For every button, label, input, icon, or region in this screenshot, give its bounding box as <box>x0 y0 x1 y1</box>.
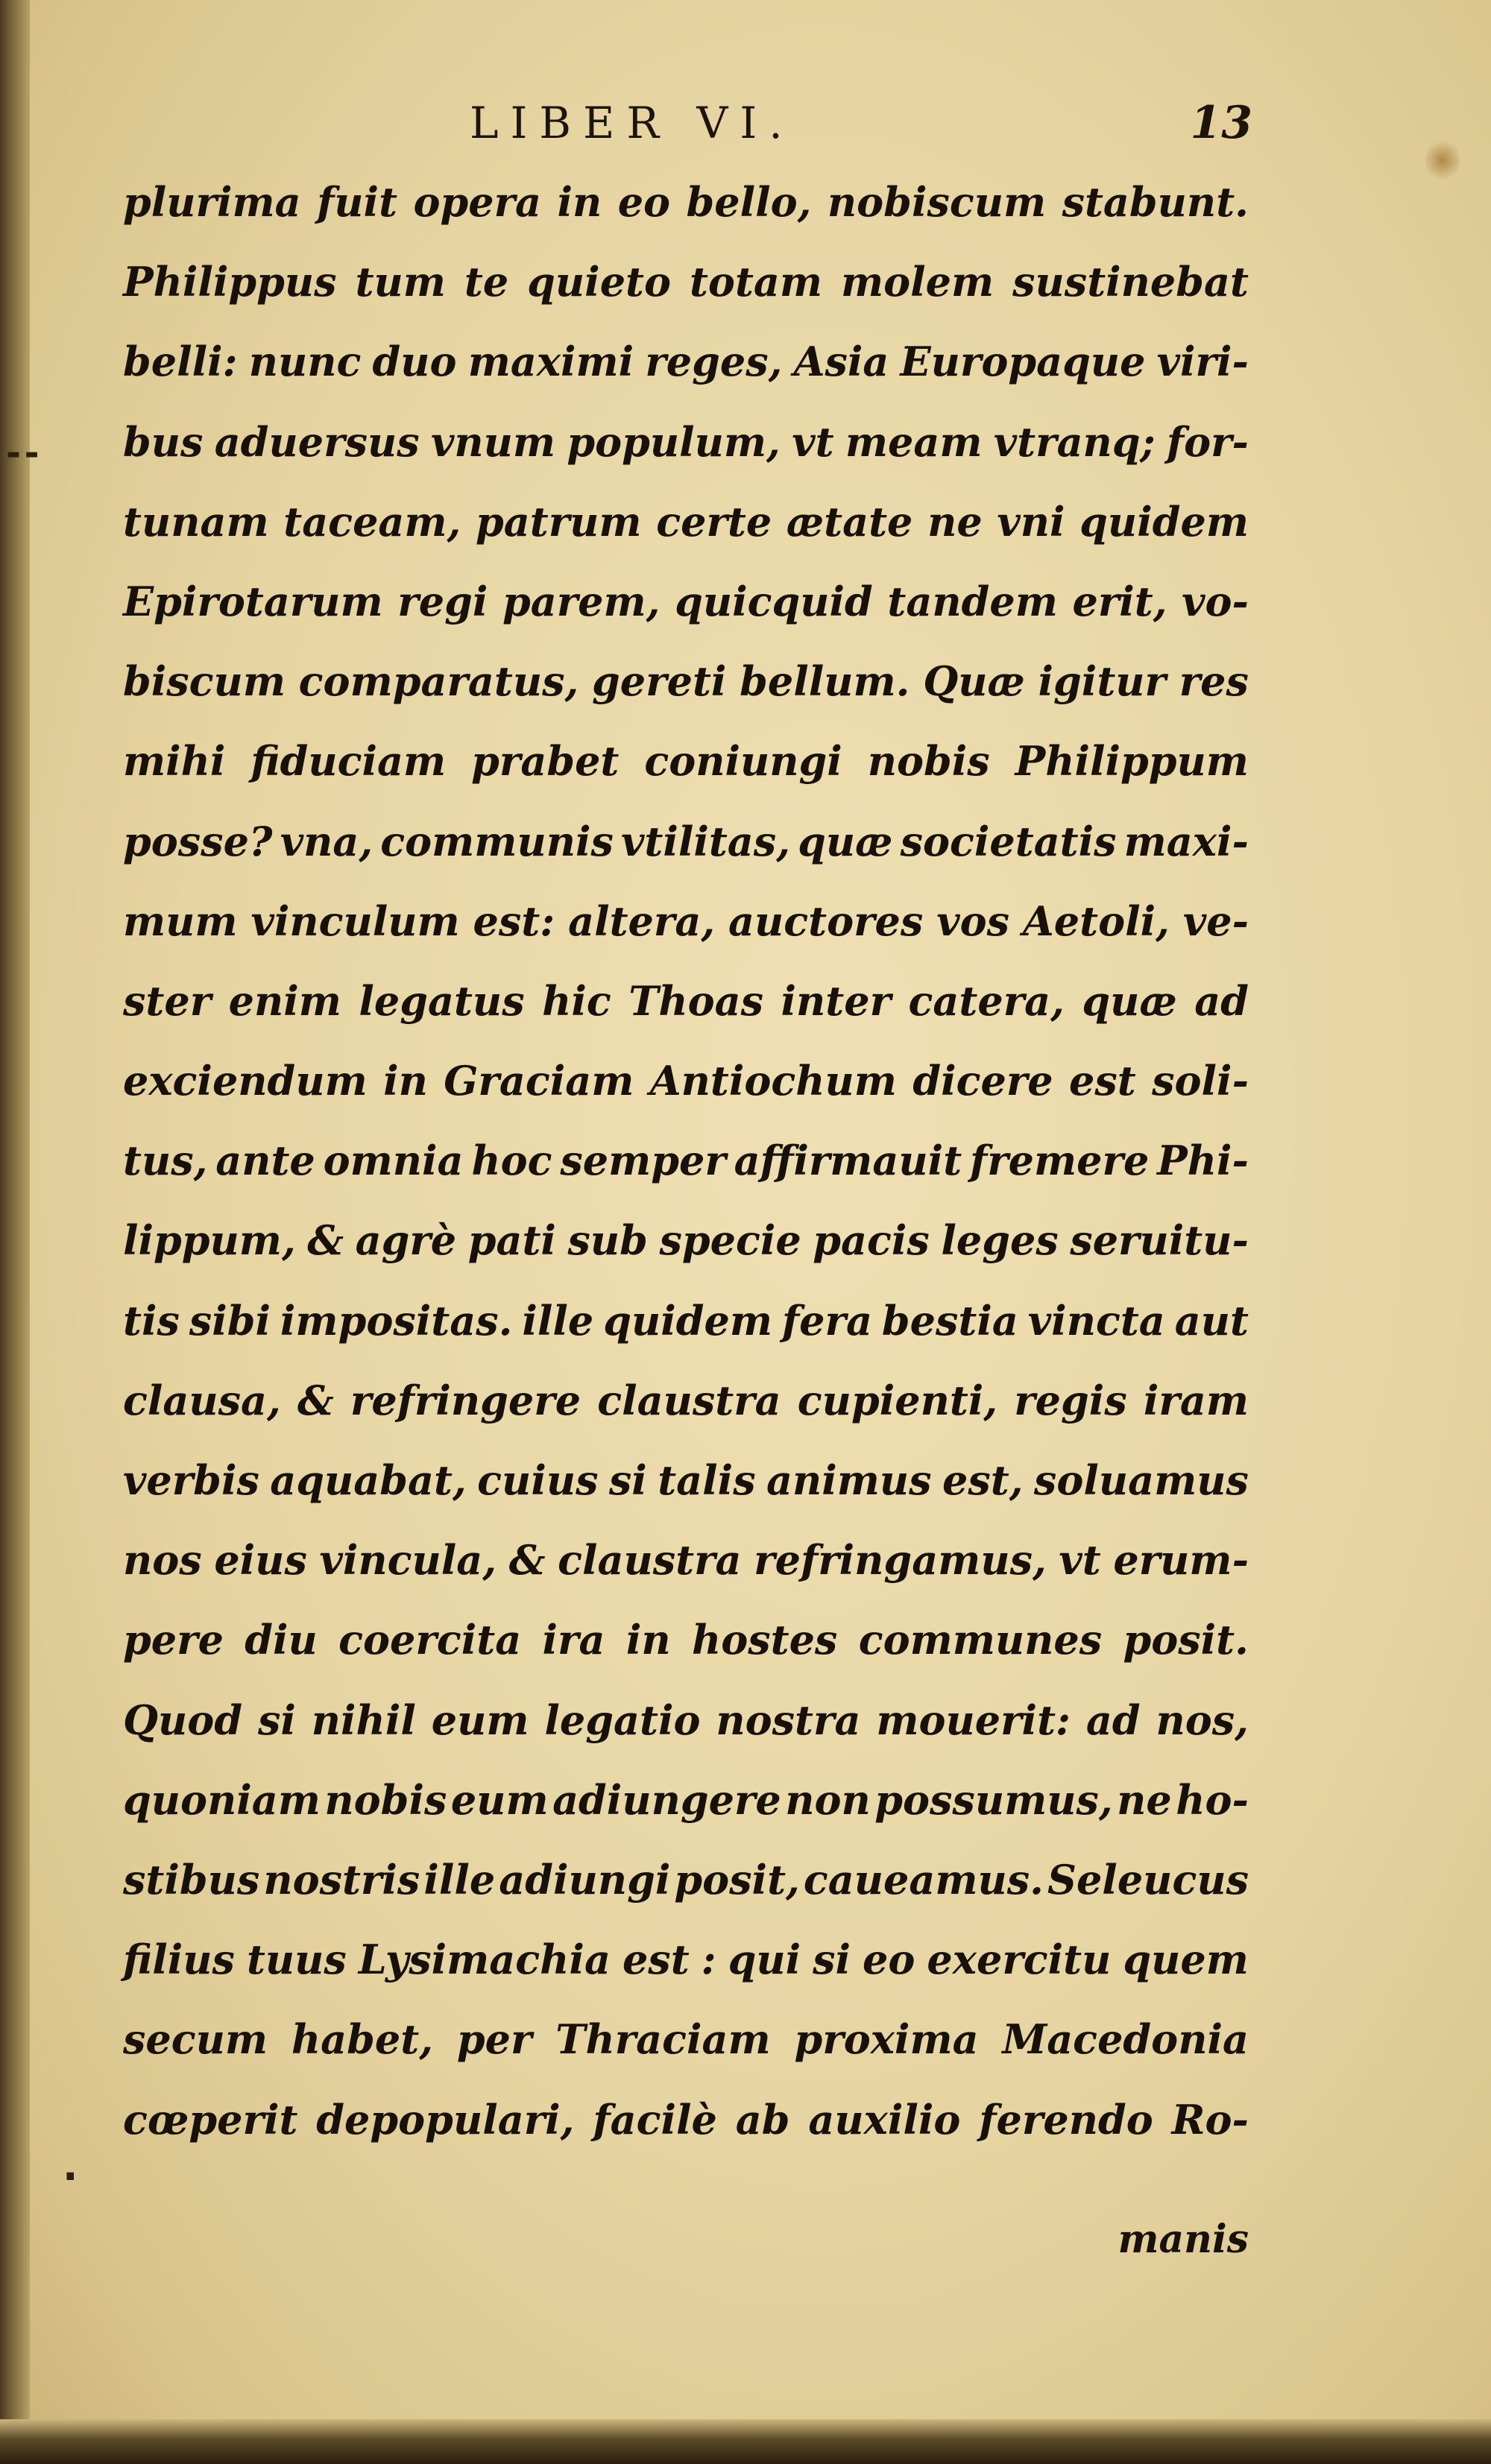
text-line: lippum, & agrè pati sub specie pacis leges seruitu- <box>123 1216 1249 1265</box>
text-line: Quod si nihil eum legatio nostra mouerit: ad nos, <box>123 1696 1249 1744</box>
body-text <box>123 162 1249 2160</box>
text-line: mihi fiduciam prabet coniungi nobis Philippum <box>123 737 1249 786</box>
running-head: LIBER VI. <box>470 98 795 148</box>
text-line: Philippus tum te quieto totam molem sustinebat <box>123 258 1249 306</box>
text-line: bus aduersus vnum populum, vt meam vtranq; for- <box>123 417 1249 466</box>
page-number: 13 <box>1190 97 1252 149</box>
text-line: quoniam nobis eum adiungere non possumus, ne ho- <box>123 1775 1249 1824</box>
text-line: pere diu coercita ira in hostes communes posit. <box>123 1616 1249 1664</box>
text-line: posse? vna, communis vtilitas, quæ societatis maxi- <box>123 817 1249 865</box>
text-line: filius tuus Lysimachia est : qui si eo exercitu quem <box>123 1936 1249 1984</box>
text-line: secum habet, per Thraciam proxima Macedonia <box>123 2015 1249 2064</box>
text-line: exciendum in Graciam Antiochum dicere est soli- <box>123 1057 1249 1105</box>
binding-gutter <box>0 0 30 2464</box>
page-bottom-edge <box>0 2419 1491 2464</box>
page-header <box>119 89 1252 157</box>
text-line: clausa, & refringere claustra cupienti, regis iram <box>123 1376 1249 1424</box>
text-line: cœperit depopulari, facilè ab auxilio ferendo Ro- <box>123 2095 1249 2144</box>
text-line: verbis aquabat, cuius si talis animus est, soluamus <box>123 1456 1249 1504</box>
text-line: mum vinculum est: altera, auctores vos Aetoli, ve- <box>123 897 1249 945</box>
text-line: plurima fuit opera in eo bello, nobiscum stabunt. <box>123 178 1249 226</box>
text-line: tunam taceam, patrum certe ætate ne vni quidem <box>123 497 1249 546</box>
margin-arrow-mark: - - <box>6 432 35 474</box>
text-line: ster enim legatus hic Thoas inter catera, quæ ad <box>123 976 1249 1025</box>
text-line: nos eius vincula, & claustra refringamus, vt erum- <box>123 1536 1249 1585</box>
foxing-stain <box>1425 138 1460 183</box>
catchword: manis <box>1118 2217 1249 2262</box>
text-line: belli: nunc duo maximi reges, Asia Europaque viri- <box>123 338 1249 386</box>
text-line: biscum comparatus, gereti bellum. Quæ igitur res <box>123 657 1249 706</box>
text-line: tus, ante omnia hoc semper affirmauit fremere Phi- <box>123 1137 1249 1185</box>
text-line: tis sibi impositas. ille quidem fera bestia vincta aut <box>123 1296 1249 1345</box>
margin-dot-mark: . <box>63 2143 78 2190</box>
text-line: stibus nostris ille adiungi posit, caueamus. Seleucus <box>123 1855 1249 1904</box>
text-line: Epirotarum regi parem, quicquid tandem erit, vo- <box>123 577 1249 625</box>
